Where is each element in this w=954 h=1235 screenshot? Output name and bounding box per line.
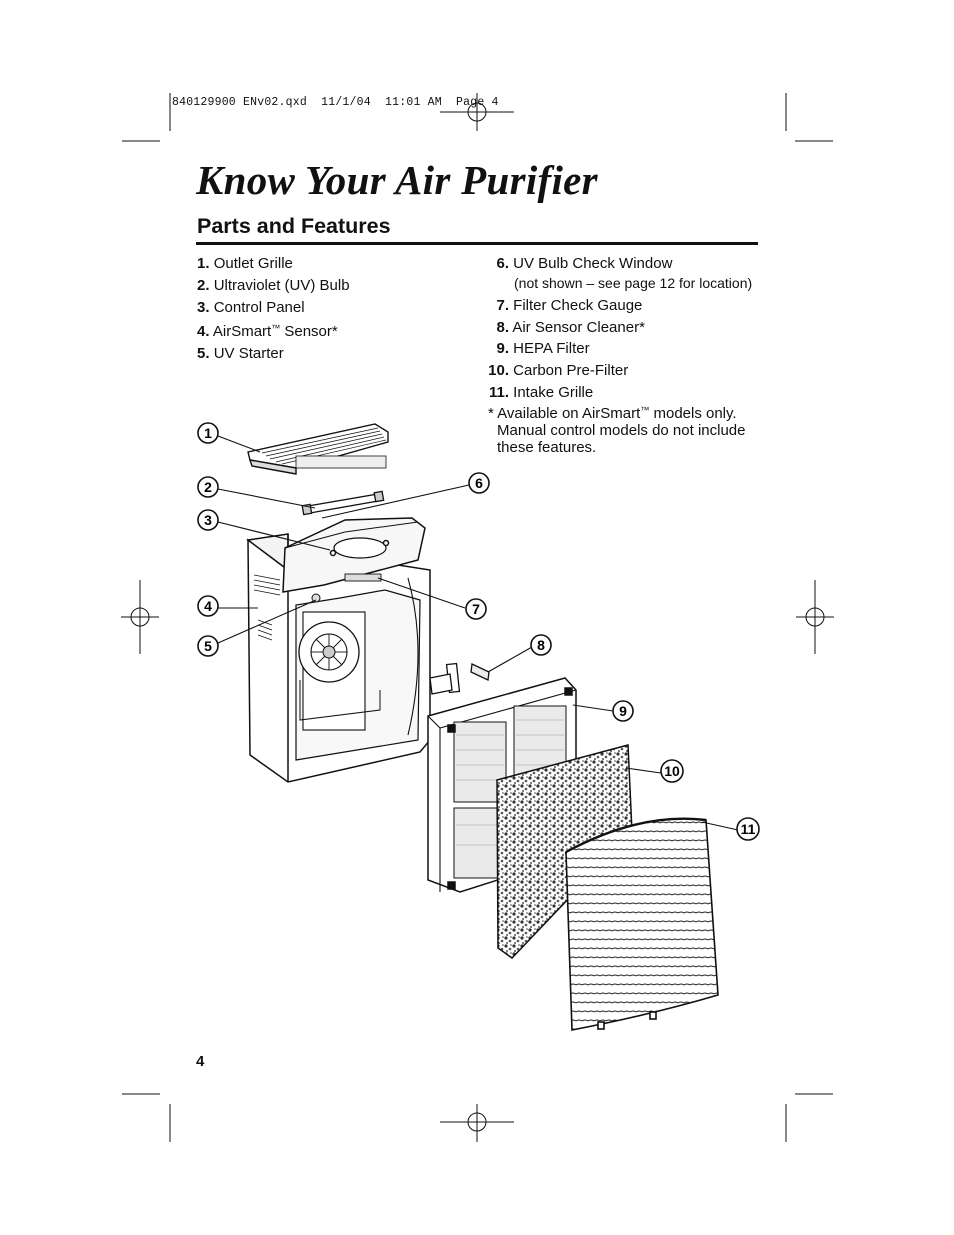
outlet-grille-drawing <box>248 424 388 474</box>
print-slug: 840129900 ENv02.qxd 11/1/04 11:01 AM Page 4 <box>172 96 499 109</box>
callout-4 <box>198 596 218 616</box>
callout-2 <box>198 477 218 497</box>
svg-text:8: 8 <box>537 637 545 653</box>
air-sensor-cleaner-drawing <box>430 664 489 694</box>
callout-9 <box>613 701 633 721</box>
svg-text:6: 6 <box>475 475 483 491</box>
callout-1 <box>198 423 218 443</box>
svg-text:1: 1 <box>204 425 212 441</box>
svg-text:3: 3 <box>204 512 212 528</box>
intake-grille-drawing <box>566 819 718 1030</box>
list-item: 11. Intake Grille <box>488 383 594 401</box>
page-number: 4 <box>196 1053 205 1070</box>
footnote-line-1: * Available on AirSmart™ models only. <box>488 405 737 422</box>
purifier-body-drawing <box>248 518 430 782</box>
svg-text:9: 9 <box>619 703 627 719</box>
svg-text:4: 4 <box>204 598 212 614</box>
svg-text:2: 2 <box>204 479 212 495</box>
list-item: 9. HEPA Filter <box>496 340 590 358</box>
svg-text:5: 5 <box>204 638 212 654</box>
callout-8 <box>531 635 551 655</box>
svg-text:10: 10 <box>664 763 680 779</box>
list-item: 2. Ultraviolet (UV) Bulb <box>197 276 350 294</box>
list-item: 8. Air Sensor Cleaner* <box>496 318 645 336</box>
callout-7 <box>466 599 486 619</box>
page-title: Know Your Air Purifier <box>196 157 598 203</box>
list-item: 6. UV Bulb Check Window <box>496 255 673 272</box>
list-item: 1. Outlet Grille <box>197 255 293 272</box>
uv-bulb-drawing <box>302 491 383 514</box>
svg-text:7: 7 <box>472 601 480 617</box>
callout-5 <box>198 636 218 656</box>
callout-10 <box>661 760 683 782</box>
svg-text:11: 11 <box>740 821 756 837</box>
section-title: Parts and Features <box>197 214 391 238</box>
callout-11 <box>737 818 759 840</box>
list-item-sublabel: (not shown – see page 12 for location) <box>514 274 753 291</box>
callout-3 <box>198 510 218 530</box>
footnote-line-3: these features. <box>497 439 597 456</box>
footnote-line-2: Manual control models do not include <box>497 422 746 439</box>
list-item: 3. Control Panel <box>197 298 305 316</box>
list-item: 10. Carbon Pre-Filter <box>488 362 629 380</box>
list-item: 4. AirSmart™ Sensor* <box>197 323 338 341</box>
callout-6 <box>469 473 489 493</box>
list-item: 7. Filter Check Gauge <box>496 296 643 314</box>
list-item: 5. UV Starter <box>197 345 284 363</box>
